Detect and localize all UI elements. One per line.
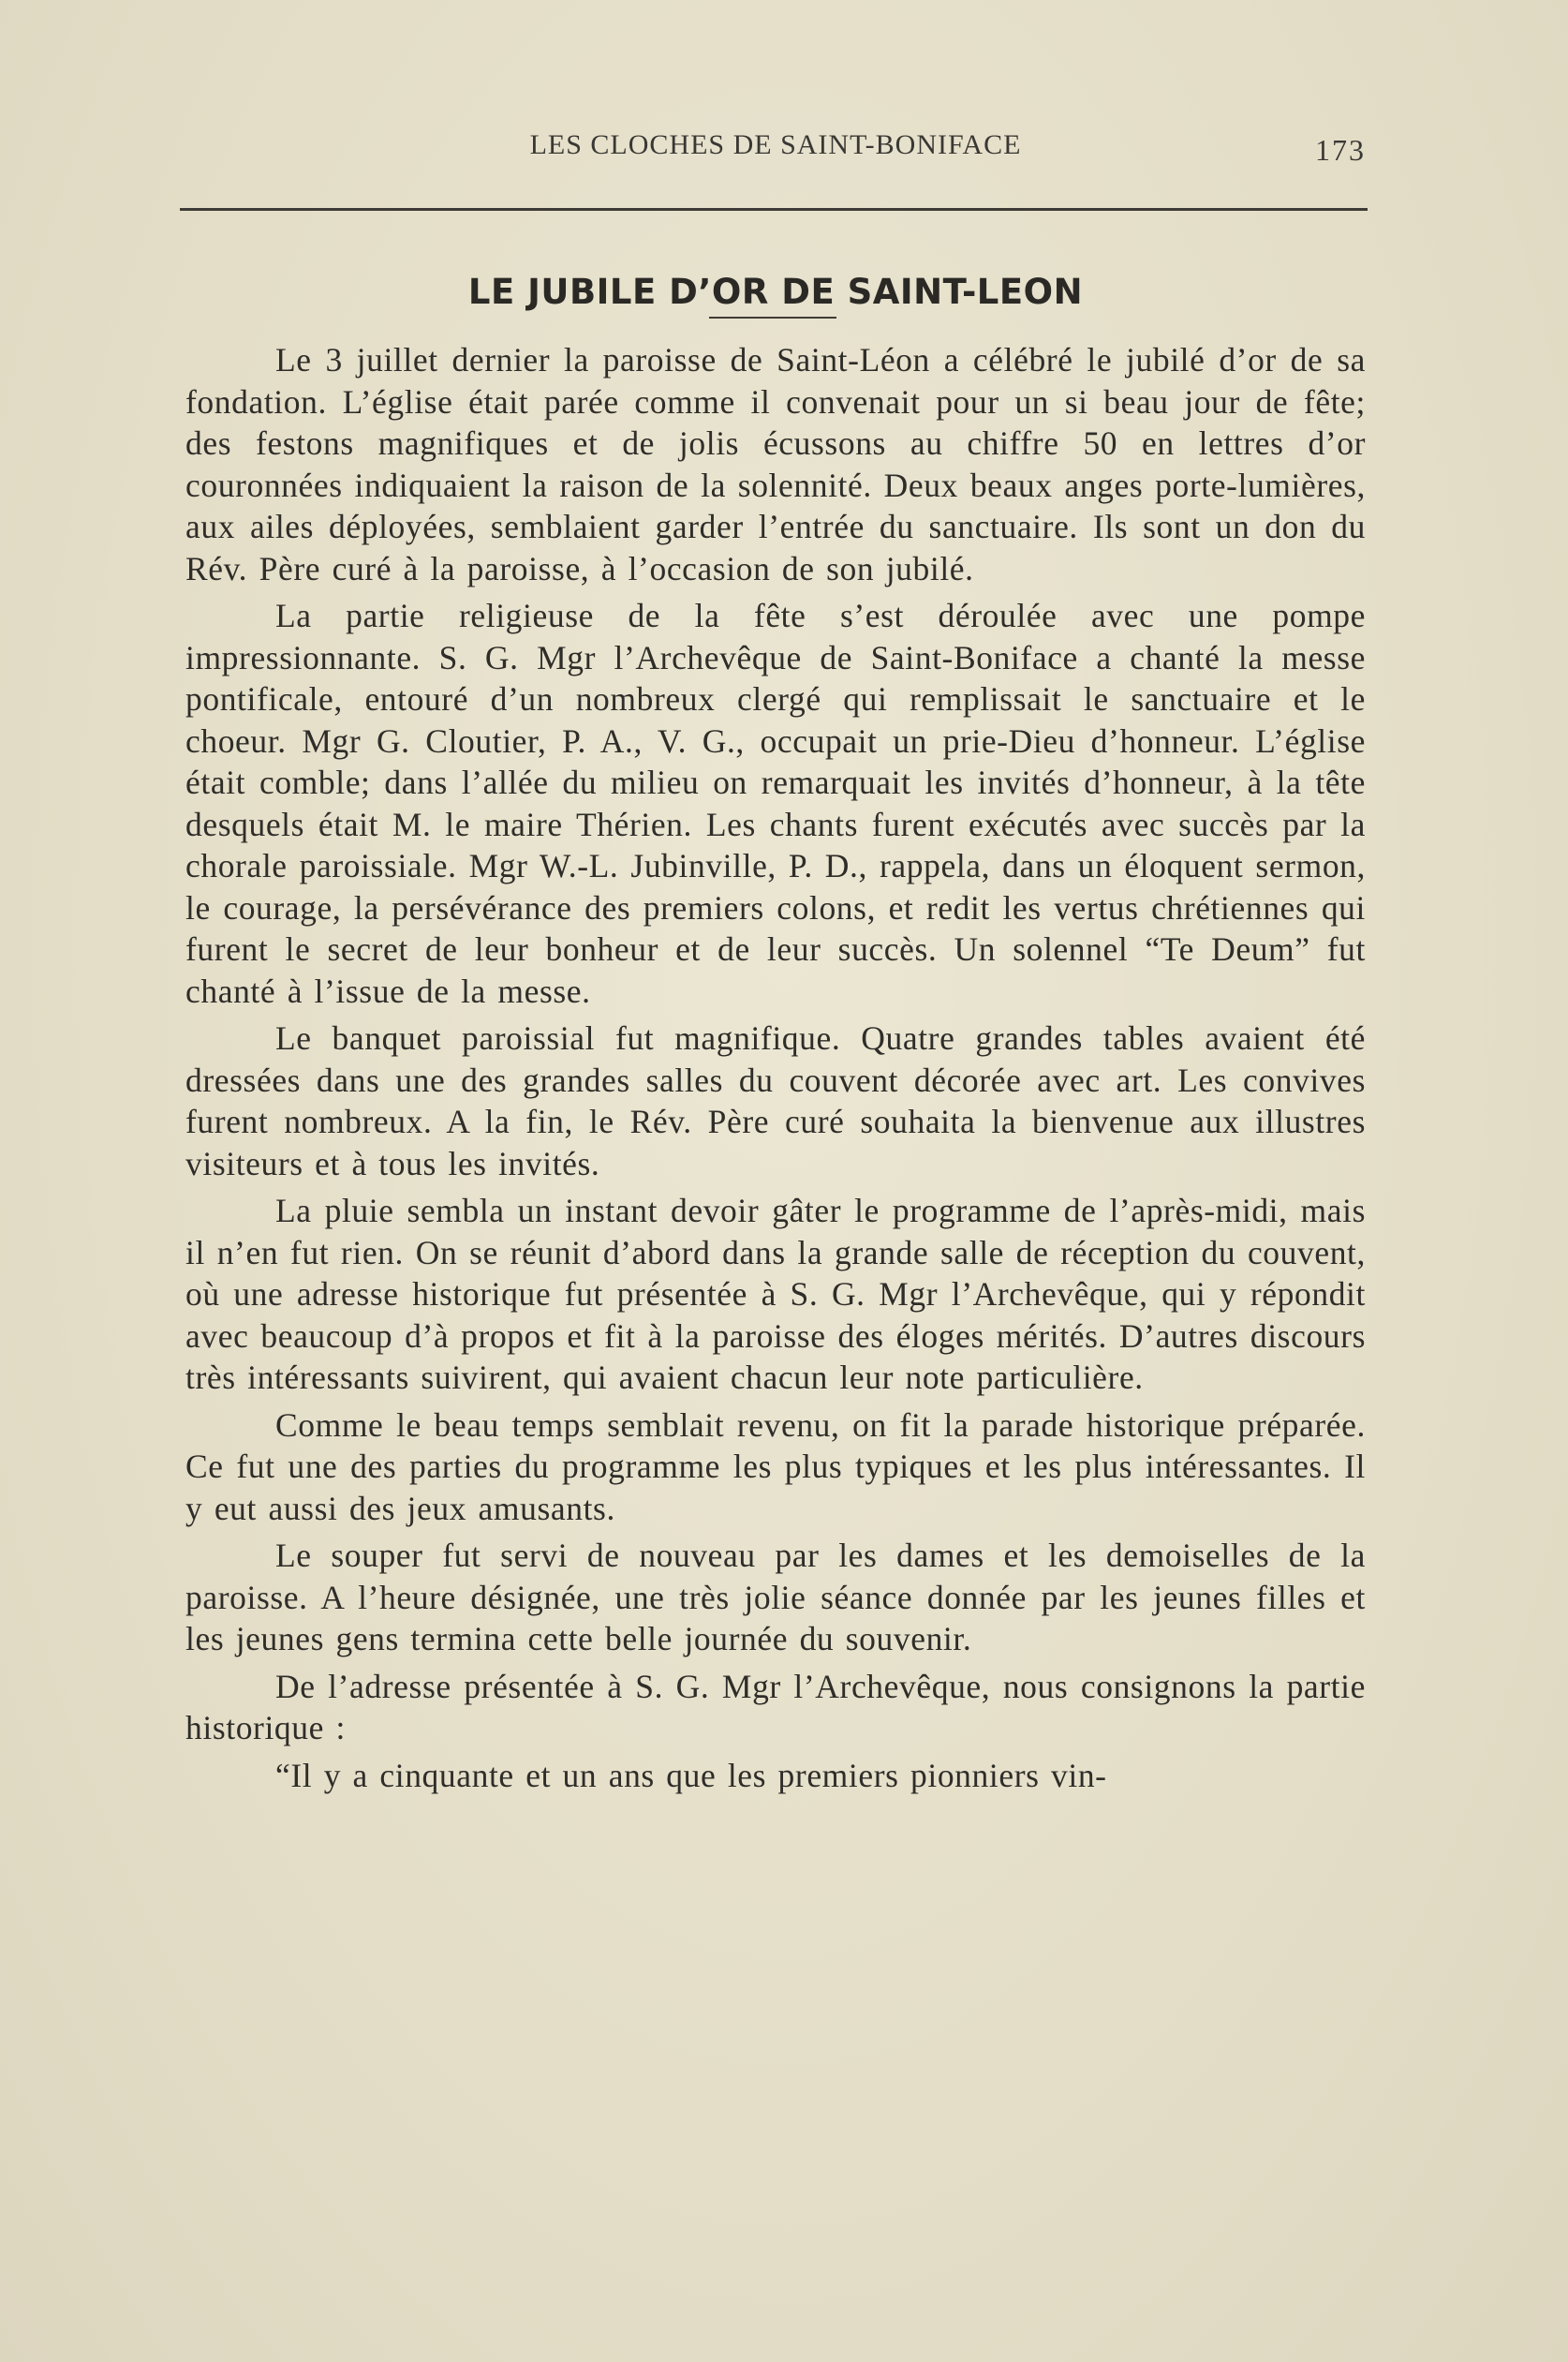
paragraph: La partie religieuse de la fête s’est déroulée avec une pompe impressionnante. S. G. Mgr l’Archevêque de Saint-Boniface a chanté la messe pontificale, entouré d’un nombreux clergé qui remplissait le sanctuaire et le choeur. Mgr G. Cloutier, P. A., V. G., occupait un prie-Dieu d’honneur. L’église était comble; dans l’allée du milieu on remarquait les invités d’honneur, à la tête desquels était M. le maire Thérien. Les chants furent exécutés avec succès par la chorale paroissiale. Mgr W.-L. Jubinville, P. D., rappela, dans un éloquent sermon, le courage, la persévérance des premiers colons, et redit les vertus chrétiennes qui furent le secret de leur bonheur et de leur succès. Un solennel “Te Deum” fut chanté à l’issue de la messe. — [185, 597, 1366, 1010]
article-title: LE JUBILE D’OR DE SAINT-LEON — [467, 271, 1084, 312]
paragraph: Le 3 juillet dernier la paroisse de Saint-Léon a célébré le jubilé d’or de sa fondation. L’église était parée comme il convenait pour un si beau jour de fête; des festons magnifiques et de jolis écussons au chiffre 50 en lettres d’or couronnées indiquaient la raison de la solennité. Deux beaux anges porte-lumières, aux ailes déployées, semblaient garder l’entrée du sanctuaire. Ils sont un don du Rév. Père curé à la paroisse, à l’occasion de son jubilé. — [185, 341, 1366, 587]
paragraph: “Il y a cinquante et un ans que les premiers pionniers vin- — [275, 1756, 1107, 1794]
running-header — [185, 129, 1366, 186]
paragraph: Le souper fut servi de nouveau par les dames et les demoiselles de la paroisse. A l’heure désignée, une très jolie séance donnée par les jeunes filles et les jeunes gens termina cette belle journée du souvenir. — [185, 1537, 1366, 1657]
title-rule — [709, 317, 836, 319]
page-number: 173 — [1315, 133, 1366, 167]
paragraph: La pluie sembla un instant devoir gâter le programme de l’après-midi, mais il n’en fut rien. On se réunit d’abord dans la grande salle de réception du couvent, où une adresse historique fut présentée à S. G. Mgr l’Archevêque, qui y répondit avec beaucoup d’à propos et fit à la paroisse des éloges mérités. D’autres discours très intéressants suivirent, qui avaient chacun leur note particulière. — [185, 1192, 1366, 1396]
header-rule — [180, 208, 1368, 211]
running-title: LES CLOCHES DE SAINT-BONIFACE — [529, 129, 1022, 160]
article-body — [185, 339, 1366, 1796]
paragraph: Le banquet paroissial fut magnifique. Quatre grandes tables avaient été dressées dans une des grandes salles du couvent décorée avec art. Les convives furent nombreux. A la fin, le Rév. Père curé souhaita la bienvenue aux illustres visiteurs et à tous les invités. — [185, 1019, 1366, 1182]
paragraph: Comme le beau temps semblait revenu, on fit la parade historique préparée. Ce fut une des parties du programme les plus typiques et les plus intéressantes. Il y eut aussi des jeux amusants. — [185, 1405, 1366, 1527]
paragraph: De l’adresse présentée à S. G. Mgr l’Archevêque, nous consignons la partie historique : — [185, 1667, 1366, 1746]
